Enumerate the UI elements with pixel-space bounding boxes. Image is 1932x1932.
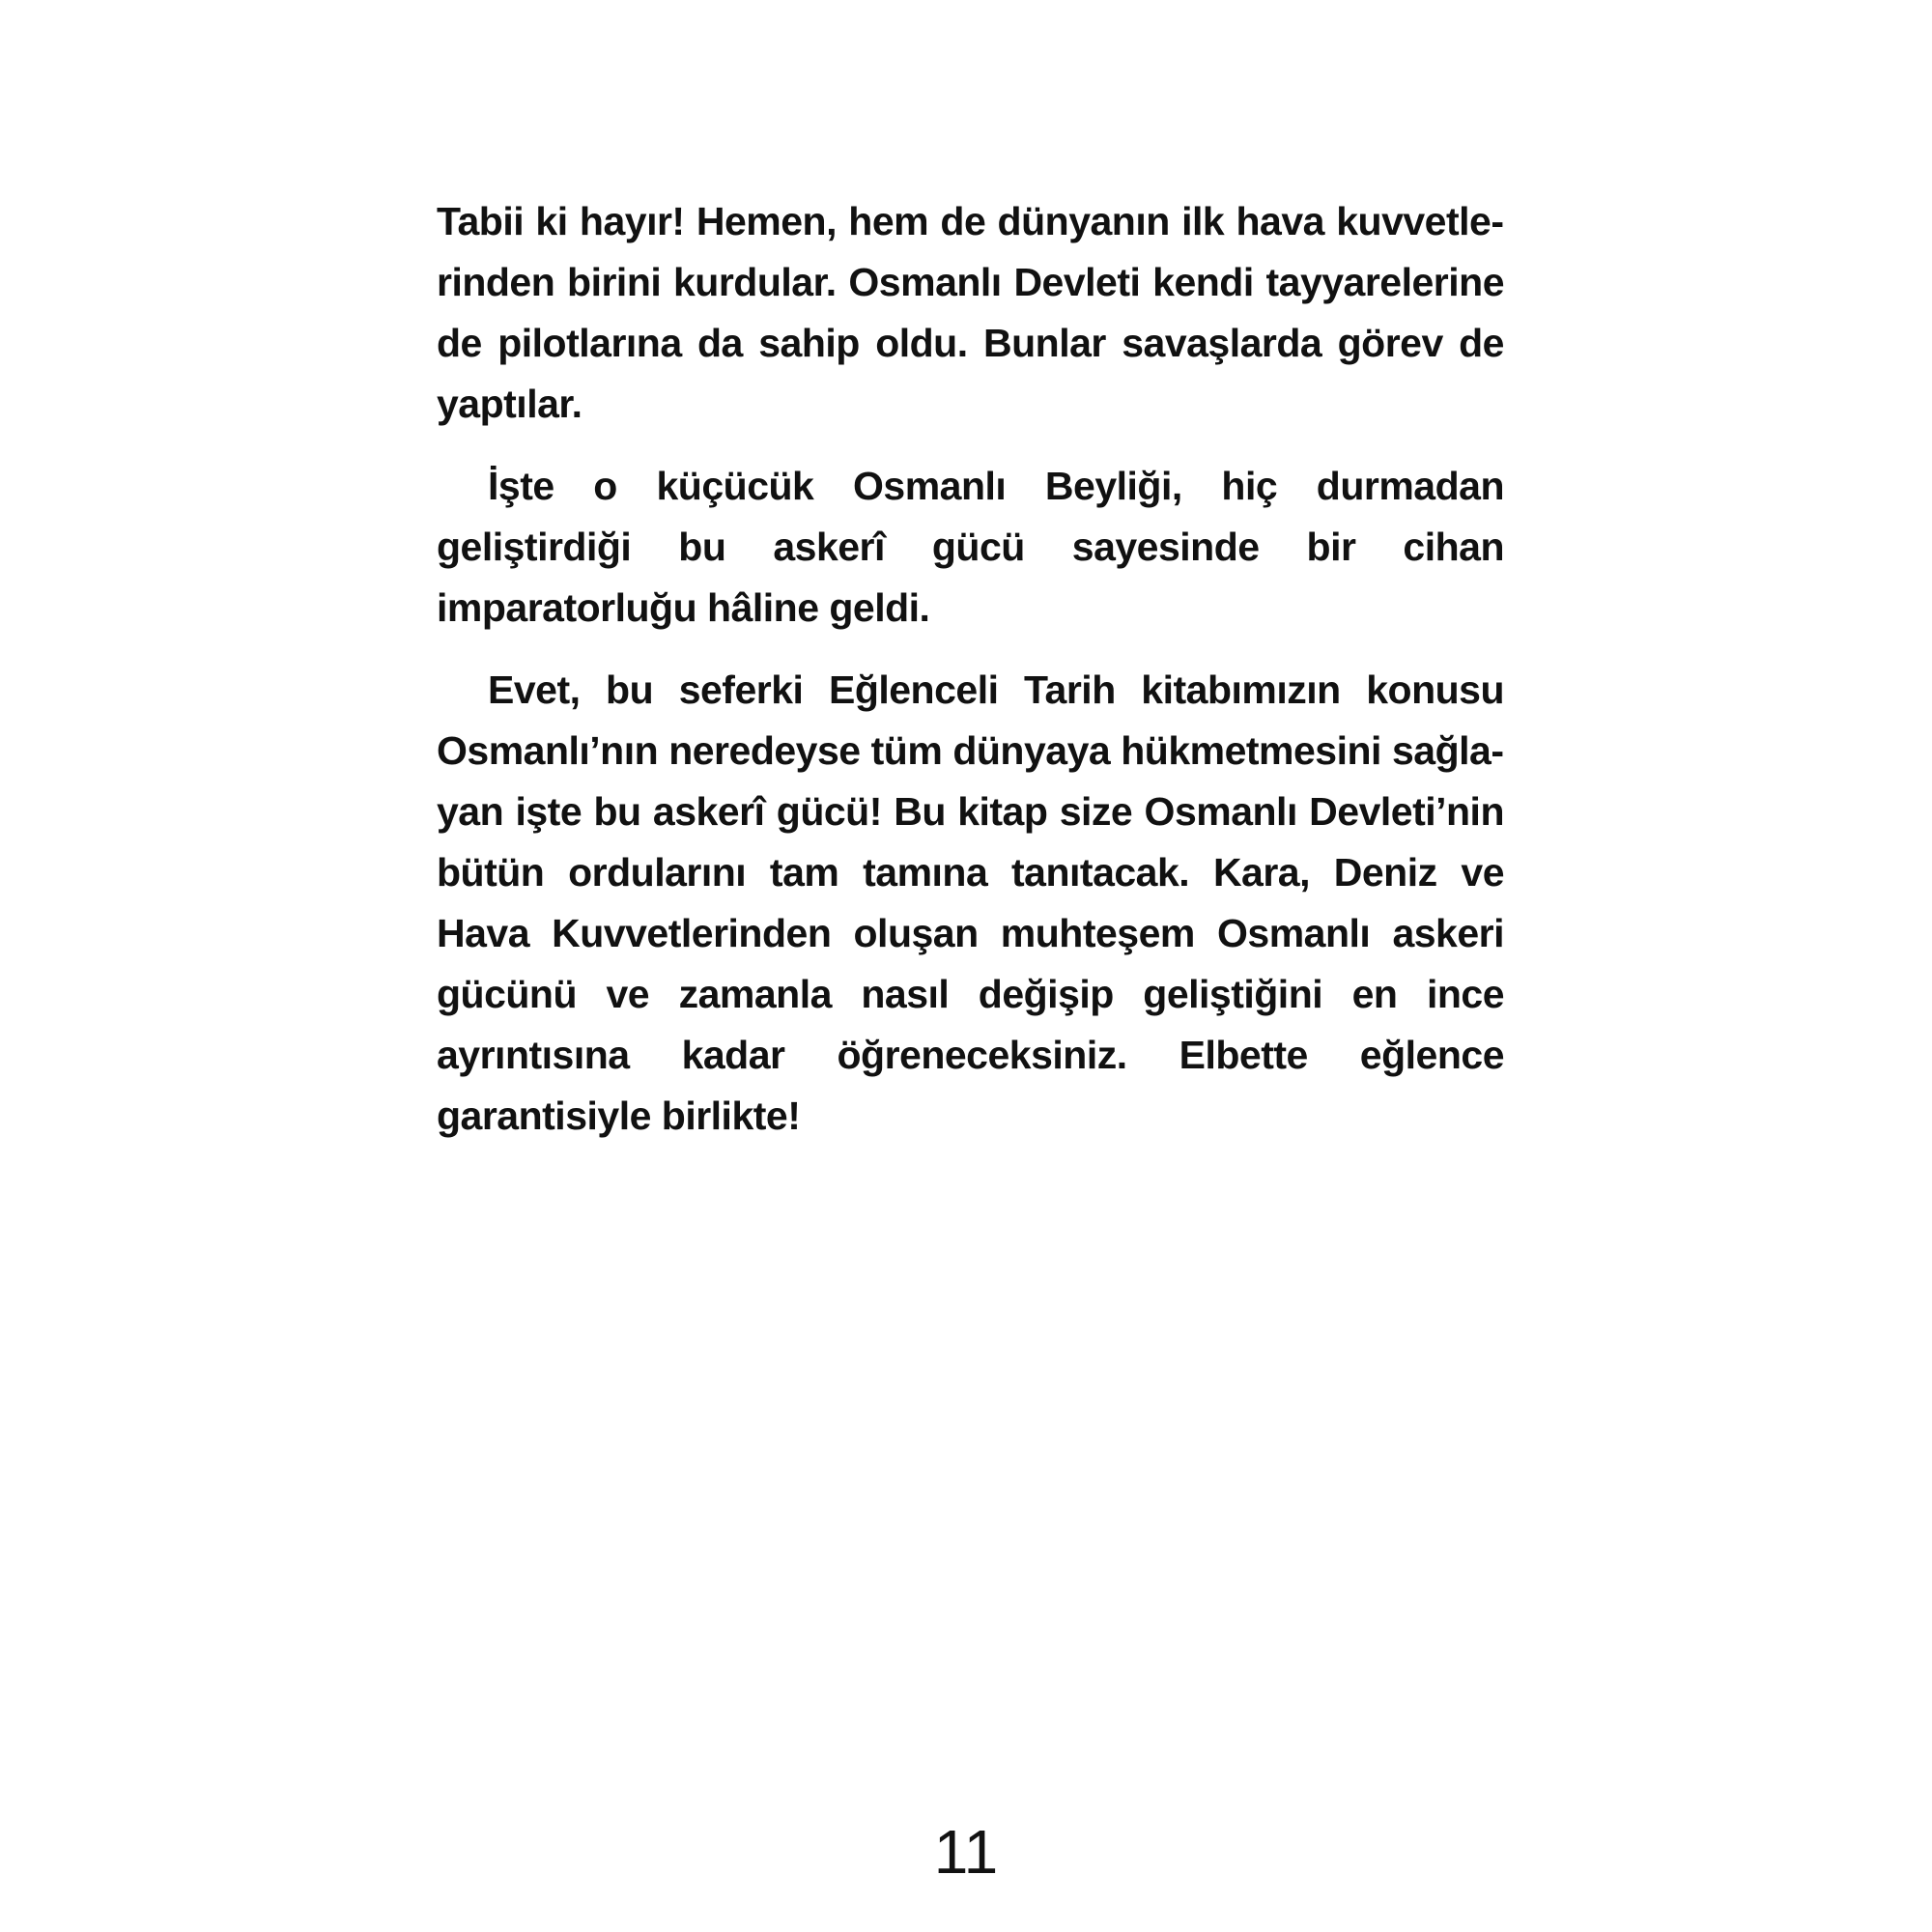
paragraph-1: Tabii ki hayır! Hemen, hem de dünyanın ilk hava kuvvetlerinden birini kurdular. Osmanlı Devleti kendi tayyarelerine de pilotlarına da sahip oldu. Bunlar savaşlarda görev de yaptılar. xyxy=(437,199,1504,426)
paragraph-3: Evet, bu seferki Eğlenceli Tarih kitabımızın konusu Osmanlı’nın neredeyse tüm dünyaya hükmetmesini sağlayan işte bu askerî gücü! Bu kitap size Osmanlı Devleti’nin bütün ordularını tam tamına tanıtacak. Kara, Deniz ve Hava Kuvvetlerinden oluşan muhteşem Osmanlı askeri gücünü ve zamanla nasıl değişip geliştiğini en ince ayrıntısına kadar öğreneceksiniz. Elbette eğlence garantisiyle birlikte! xyxy=(437,668,1504,1138)
page-number: 11 xyxy=(933,1817,999,1887)
body-text xyxy=(437,191,1504,1168)
paragraph-2: İşte o küçücük Osmanlı Beyliği, hiç durmadan geliştirdiği bu askerî gücü sayesinde bir cihan imparatorluğu hâline geldi. xyxy=(437,464,1504,630)
